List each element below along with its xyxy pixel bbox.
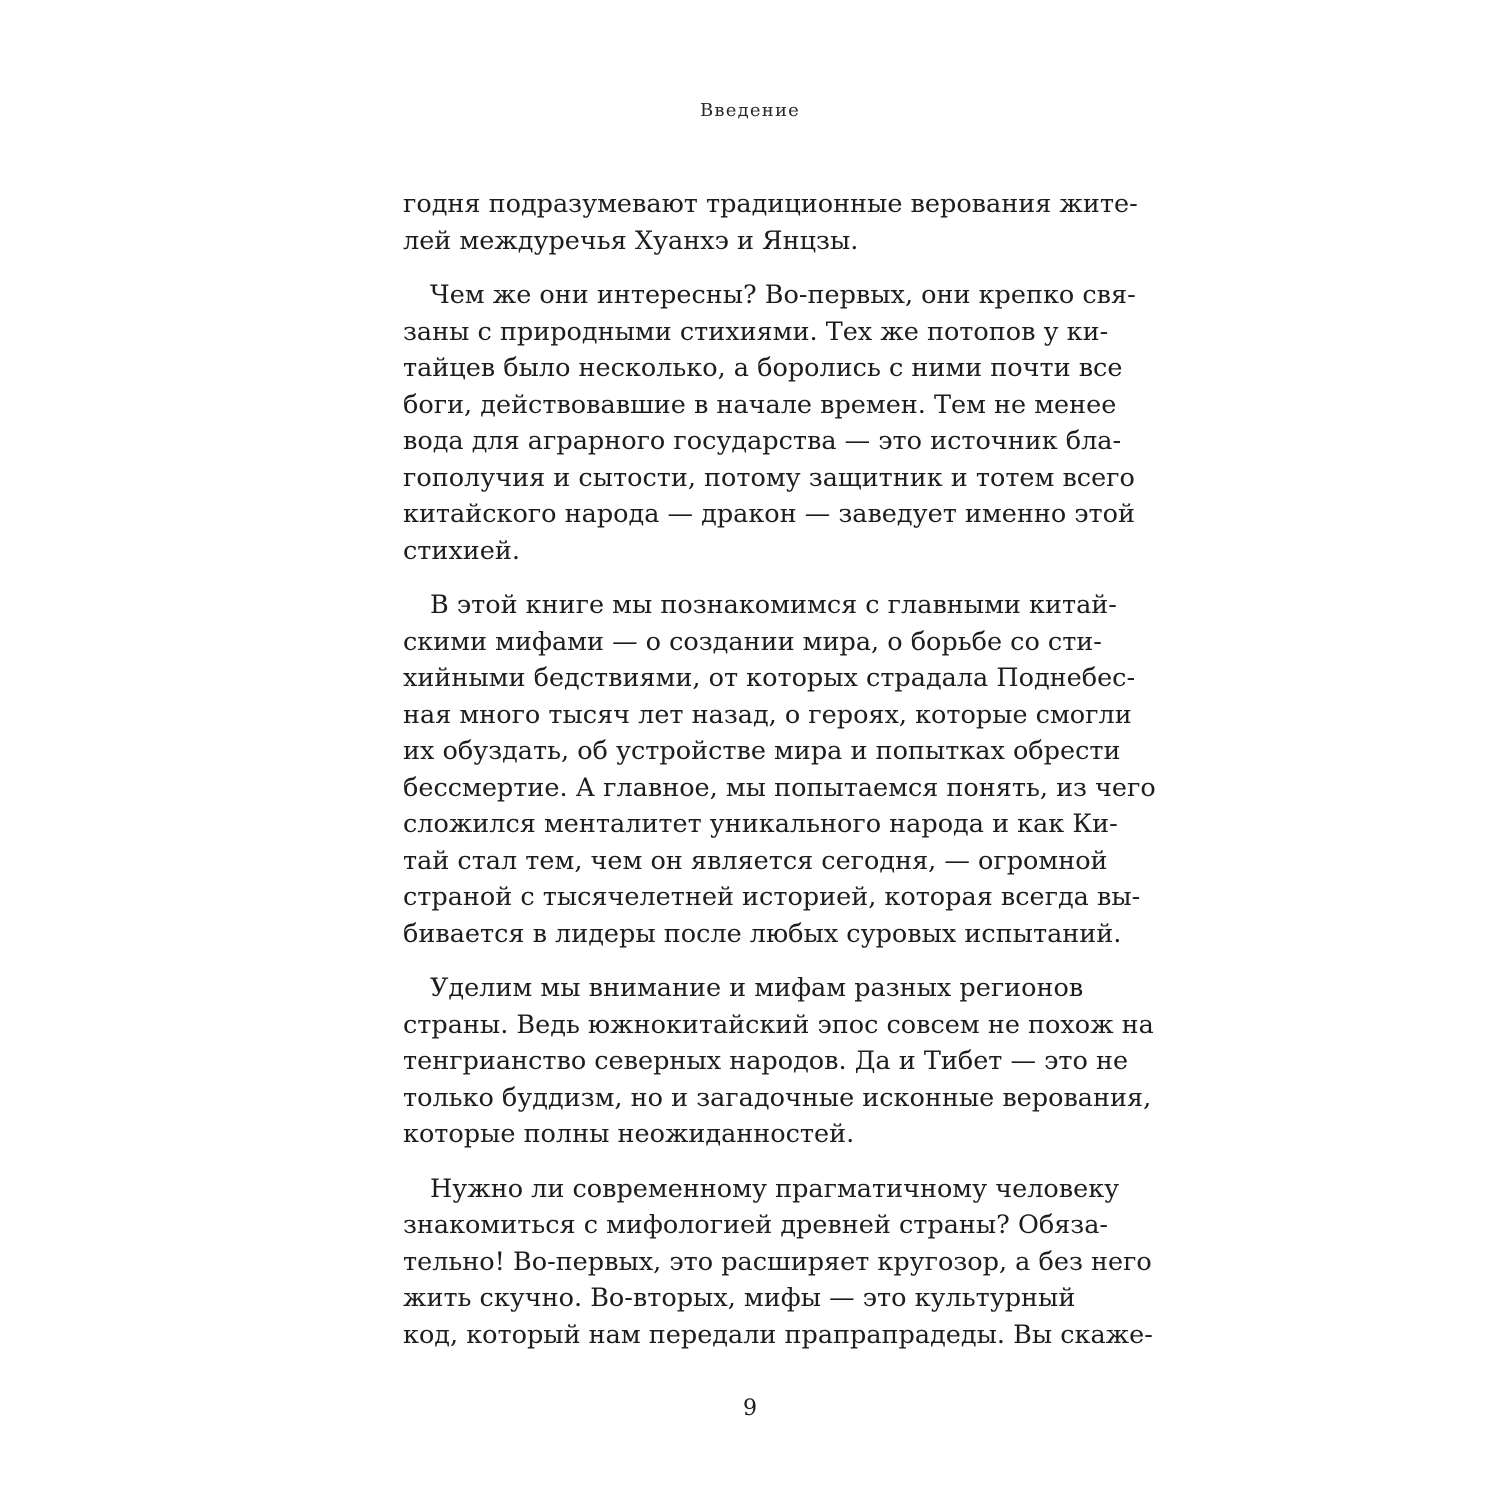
text-line: скими мифами — о создании мира, о борьбе со сти- (403, 626, 1102, 657)
text-line: которые полны неожиданностей. (403, 1119, 855, 1149)
text-line: Нужно ли современному прагматичному человеку (430, 1173, 1120, 1204)
text-line: знакомиться с мифологией древней страны? Обяза- (403, 1210, 1109, 1240)
page-number: 9 (743, 1396, 757, 1421)
text-line: Уделим мы внимание и мифам разных регионов (430, 973, 1084, 1003)
text-line: боги, действовавшие в начале времен. Тем не менее (403, 389, 1117, 420)
text-line: страны. Ведь южнокитайский эпос совсем не похож на (403, 1009, 1154, 1040)
text-line: тай стал тем, чем он является сегодня, — огромной (403, 845, 1108, 876)
text-line: лей междуречья Хуанхэ и Янцзы. (403, 225, 859, 256)
paragraph (403, 277, 1136, 569)
text-line: стихией. (403, 535, 520, 566)
text-line: гополучия и сытости, потому защитник и тотем всего (403, 462, 1135, 493)
text-line: тенгрианство северных народов. Да и Тибет — это не (403, 1046, 1129, 1076)
text-line: хийными бедствиями, от которых страдала Поднебес- (403, 663, 1136, 693)
text-line: их обуздать, об устройстве мира и попытках обрести (403, 736, 1121, 766)
text-line: код, который нам передали прапрапрадеды. Вы скаже- (403, 1319, 1153, 1350)
text-line: В этой книге мы познакомимся с главными китай- (430, 590, 1117, 620)
paragraph (403, 970, 1154, 1153)
text-line: годня подразумевают традиционные верования жите- (403, 189, 1138, 219)
text-line: китайского народа — дракон — заведует именно этой (403, 499, 1136, 529)
running-head: Введение (700, 100, 800, 121)
paragraph (403, 587, 1156, 952)
text-line: тайцев было несколько, а боролись с ними почти все (403, 353, 1123, 383)
text-line: ная много тысяч лет назад, о героях, которые смогли (403, 699, 1132, 730)
text-line: тельно! Во-первых, это расширяет кругозор, а без него (403, 1246, 1152, 1277)
text-line: бессмертие. А главное, мы попытаемся понять, из чего (403, 772, 1156, 803)
text-line: вода для аграрного государства — это источник бла- (403, 426, 1122, 456)
text-line: только буддизм, но и загадочные исконные верования, (403, 1082, 1152, 1113)
text-line: заны с природными стихиями. Тех же потопов у ки- (403, 316, 1109, 347)
text-line: сложился менталитет уникального народа и как Ки- (403, 809, 1118, 839)
text-line: жить скучно. Во-вторых, мифы — это культурный (403, 1283, 1076, 1313)
text-line: Чем же они интересны? Во-первых, они крепко свя- (430, 280, 1136, 310)
text-line: бивается в лидеры после любых суровых испытаний. (403, 918, 1122, 949)
paragraph (403, 186, 1138, 259)
body-text (403, 186, 1156, 1353)
text-line: страной с тысячелетней историей, которая всегда вы- (403, 882, 1141, 912)
paragraph (403, 1171, 1153, 1354)
